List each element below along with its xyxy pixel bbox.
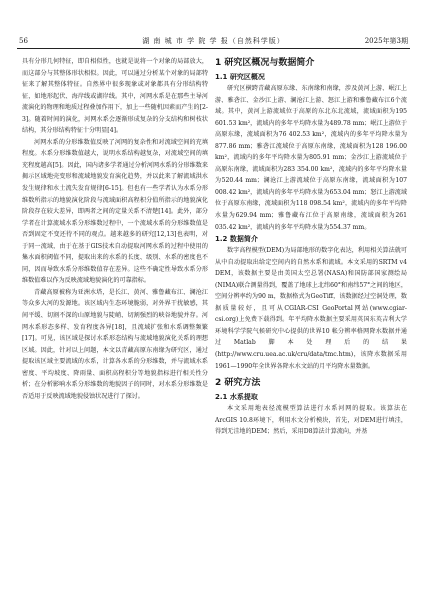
page-number: 56 (19, 37, 28, 45)
page-header (17, 34, 410, 49)
subsection-title-1-1: 1.1 研究区概况 (215, 73, 265, 81)
subsection-title-2-1: 2.1 水系提取 (215, 393, 258, 402)
issue-label: 2025年第3期 (364, 37, 408, 45)
right-column (215, 56, 407, 438)
paragraph: 研究区横跨青藏高原东缘、东南缘和南缘，涉及黄河上游、岷江上游、雅砻江、金沙江上游、澜沧江上游、怒江上游和雅鲁藏布江6个流域。其中，黄河上游流域位于高原的东北东北流域，流域面积为195 601.53 km²，流域内的多年平均降水量为489.78 mm；岷江上游位于高原东缘，流域面积为76 402.53 km²，流域内的多年平均降水量为877.86 mm；雅砻江流域位于高原东南缘，流域面积为128 196.00 km²，流域内的多年平均降水量为805.91 mm；金沙江上游流域位于高原东南缘，流域面积为283 354.00 km²，流域内的多年平均降水量为520.44 mm；澜沧江上游流域位于高原东南缘，流域面积为107 008.42 km²，流域内的多年平均降水量为653.04 mm；怒江上游流域位于高原东南缘，流域面积为118 098.54 km²，流域内的多年平均降水量为629.94 mm；雅鲁藏布江位于高原南缘，流域面积为261 035.42 km²，流域内的多年平均降水量为554.37 mm。 (215, 85, 407, 231)
paragraph: 青藏高原被称为亚洲水塔，是长江、黄河、雅鲁藏布江、澜沧江等众多大河的发源地。该区域内生态环境脆弱，对外界干扰敏感，其间平缓、切割不深的山原地貌与陡峭、切割强烈的峡谷地貌并存。河网水系形态多样、发育程度各异[18]，且流域扩张和水系调整频繁[17]。可见，该区域是探讨水系形态结构与流域地貌演化关系的理想区域。因此，针对以上问题，本文以青藏高原东南缘为研究区，通过提取该区域主要流域的水系，计算各水系的分形维数，并与流域水系密度、平均坡度、降雨量、面积高程积分等地貌指标进行相关性分析；在分析影响水系分形维数的地貌因子的同时，对水系分形维数是否适用于反映流域地貌侵蚀状况进行了探讨。 (22, 288, 208, 400)
left-column (22, 56, 208, 402)
paragraph: 河网水系的分形维数值反映了河网的复杂性和对流域空间的充填程度。水系分形维数值越大，说明水系结构越复杂，对流域空间的填充程度越高[5]。因此，国内诸多学者通过分析河网水系的分形维数来揭示区域地壳变形和流域地貌发育演化趋势，并以此来了解流域洪水发生规律和水土流失发育规律[6-15]。但也有一些学者认为水系分形维数所指示的地貌演化阶段与流域面积高程积分值所指示的地貌演化阶段存在较大差异，即两者之间的定量关系不清楚[14]。此外，部分学者在计算流域水系分形维数过程中，一个流域水系的分形维数值是否到固定不变还待不同的观点。越来越多的研究[12,13]也表明，对于同一流域，由于在基于GIS技术自动提取河网水系的过程中使用的集水面积阈值不同，提取出来的水系的长度、级别、水系的密度也不同，因而导致水系分形维数值存在差异。这些不确定性导致水系分形维数值难以作为反映流域地貌演化的可靠指标。 (22, 138, 208, 285)
subsection-title-1-2: 1.2 数据简介 (215, 235, 258, 244)
paragraph: 本文采用地表径流模型算法进行水系河网的提取。该算法在ArcGIS 10.8环境下，利用水文分析模块，首先，对DEM进行填洼，得到无洼地的DEM；然后，采用D8算法计算流向，并基 (215, 405, 407, 436)
paragraph: 具有分形几何特征，即自相似性，也就是说将一个对象的局部放大，而这部分与其整体形状相似。因此，可以通过分析某个对象的局部特征来了解其整体特征。自然界中很多现象或对象都具有分形结构特征，如地形起伏、海岸线或湖岸线。其中，河网水系是在那些主导河流演化的物理和地质过程叠加作用下，加上一些随机因素而产生的[2-3]。随着时间的演化，河网水系会逐渐形成复杂的分支结构和树枝状结构，其分形结构特征十分明显[4]。 (22, 58, 208, 135)
section-title-1: 1 研究区概况与数据简介 (215, 58, 315, 68)
journal-title: 湖 南 城 市 学 院 学 报（自然科学版） (142, 37, 285, 45)
paragraph: 数字高程模型(DEM)为局部地形的数字化表达，利用相关算法就可从中自动提取出给定空间内的自然水系和流域。本文采用的SRTM v4 DEM，该数据主要是由美国太空总署(NASA)和国防部国家测绘局(NIMA)联合测量得到，覆盖了地球上北纬60°和南纬57°之间的地区，空间分辨率约为90 m，数据格式为GeoTiff，该数据经过空洞处理，数据质量较好，且可从CGIAR-CSI GeoPortal网站(www.cgiar-csi.org)上免费下载得到。年平均降水数据主要采用英国东英吉利大学环境科学学院气候研究中心提供的世界10 帐分辨率格网降水数据并通过Matlab脚本处理后的结果(http://www.cru.uea.ac.uk/cru/data/tmc.htm)，该降水数据采用1961—1990年全世界各降水水文站的月平均降水量数据。 (215, 247, 407, 370)
section-title-2: 2 研究方法 (215, 378, 261, 389)
